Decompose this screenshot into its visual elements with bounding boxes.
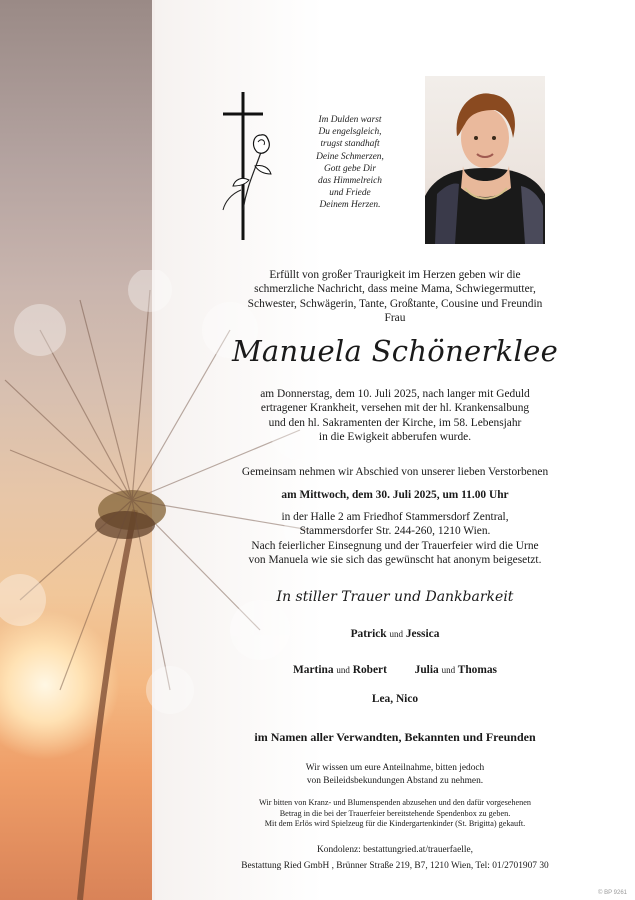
intro-line: schmerzliche Nachricht, dass meine Mama, Schwiegermutter, (254, 283, 536, 296)
mourner-name: Thomas (457, 664, 497, 676)
and-connector: und (389, 629, 403, 639)
intro-text (155, 268, 635, 326)
mourner-name: Robert (352, 664, 387, 676)
copyright-mark: © BP 9261 (598, 890, 627, 896)
behalf-line: im Namen aller Verwandten, Bekannten und Freunden (254, 730, 536, 744)
condolence-link[interactable]: Kondolenz: bestattungried.at/trauerfaelle, (317, 845, 473, 855)
poem-line: das Himmelreich (318, 176, 382, 187)
donation-request (155, 798, 635, 830)
poem-line: Im Dulden warst (318, 115, 382, 125)
death-line: in die Ewigkeit abberufen wurde. (318, 431, 472, 444)
place-line: Stammersdorfer Str. 244-260, 1210 Wien. (299, 525, 491, 538)
intro-line: Frau (384, 312, 406, 325)
mourner-name: Jessica (405, 628, 440, 640)
death-line: und den hl. Sakramenten der Kirche, im 58. Lebensjahr (268, 416, 522, 429)
portrait-figure (425, 76, 545, 244)
intro-line: Schwester, Schwägerin, Tante, Großtante, Cousine und Freundin (247, 297, 543, 310)
notice-line: Wir bitten von Kranz- und Blumenspenden abzusehen und den dafür vorgesehenen (259, 798, 531, 807)
place-line: in der Halle 2 am Friedhof Stammersdorf Zentral, (281, 511, 509, 523)
intro-line: Erfüllt von großer Traurigkeit im Herzen geben wir die (269, 269, 521, 281)
and-connector: und (336, 665, 350, 675)
poem-line: trugst standhaft (320, 139, 380, 150)
and-connector: und (441, 665, 456, 675)
poem-line: Gott gebe Dir (323, 163, 377, 174)
place-line: von Manuela wie sie sich das gewünscht hat anonym beigesetzt. (248, 554, 542, 567)
poem-line: Deine Schmerzen, (316, 151, 384, 162)
notice-line: Wir wissen um eure Anteilnahme, bitten jedoch (305, 763, 485, 773)
funeral-date: am Mittwoch, dem 30. Juli 2025, um 11.00 Uhr (281, 489, 509, 501)
funeral-place (155, 510, 635, 568)
deceased-name: Manuela Schönerklee (231, 334, 559, 368)
cross-with-rose-icon (217, 90, 287, 242)
place-line: Nach feierlicher Einsegnung und der Trauerfeier wird die Urne (251, 539, 539, 552)
death-notice (155, 387, 635, 445)
condolence-request (155, 762, 635, 788)
memorial-poem (305, 114, 395, 212)
death-line: ertragener Krankheit, versehen mit der hl. Krankensalbung (260, 402, 530, 415)
death-line: am Donnerstag, dem 10. Juli 2025, nach langer mit Geduld (260, 388, 530, 400)
mourner-name: Patrick (350, 628, 387, 640)
notice-line: Mit dem Erlös wird Spielzeug für die Kindergartenkinder (St. Brigitta) gekauft. (264, 819, 526, 828)
mourner-name: Julia (414, 664, 439, 676)
poem-line: Du engelsgleich, (318, 127, 382, 138)
notice-line: Betrag in die bei der Trauerfeier bereitstehende Spendenbox zu geben. (279, 808, 511, 818)
company-address: Bestattung Ried GmbH , Brünner Straße 219, B7, 1210 Wien, Tel: 01/2701907 30 (241, 860, 549, 871)
mourner-name: Martina (293, 664, 334, 676)
poem-line: Deinem Herzen. (319, 200, 381, 211)
farewell-intro: Gemeinsam nehmen wir Abschied von unserer lieben Verstorbenen (241, 466, 549, 478)
poem-line: und Friede (329, 188, 371, 199)
family-row-3: Lea, Nico (371, 693, 419, 705)
family-row-1 (155, 628, 635, 640)
notice-line: von Beileidsbekundungen Abstand zu nehmen. (306, 776, 484, 786)
family-row-2 (155, 664, 635, 676)
funeral-home-info (155, 843, 635, 874)
portrait-photo (425, 76, 545, 244)
mourning-heading: In stiller Trauer und Dankbarkeit (276, 589, 514, 605)
obituary-content (155, 0, 635, 900)
